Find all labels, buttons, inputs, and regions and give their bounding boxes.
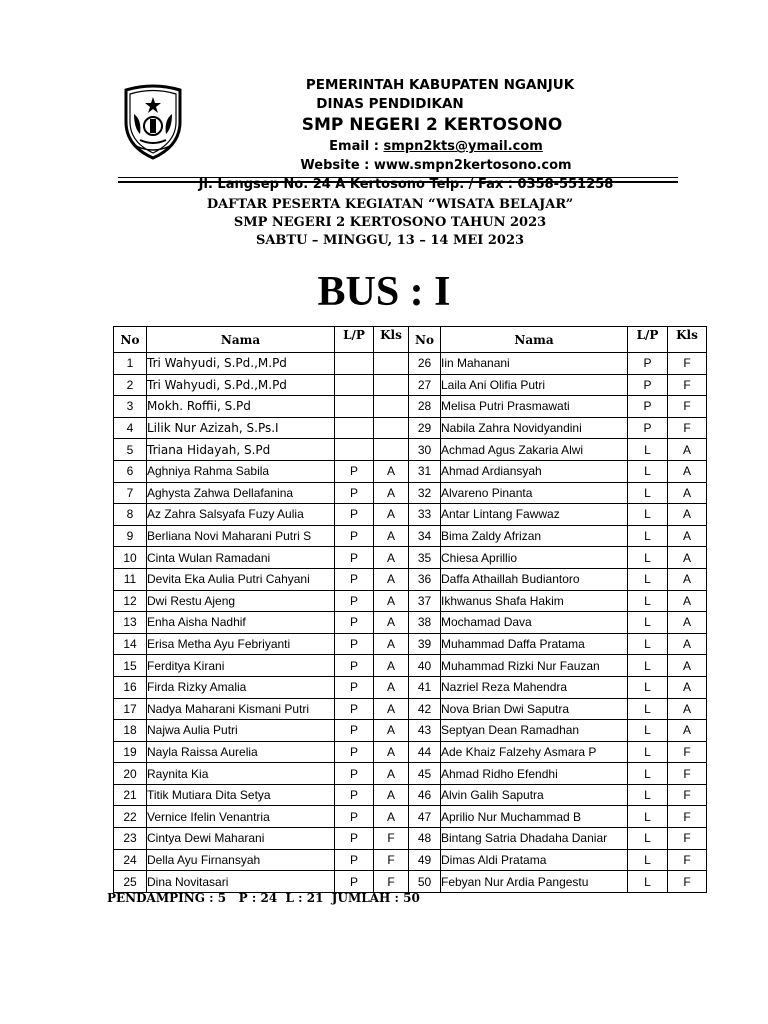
name-cell: Lilik Nur Azizah, S.Ps.I <box>147 417 335 439</box>
table-header-row <box>114 327 707 353</box>
gender-cell: L <box>628 806 668 828</box>
class-cell: F <box>374 871 409 893</box>
table-row <box>114 374 707 396</box>
no-cell: 27 <box>409 374 441 396</box>
class-cell: A <box>668 525 707 547</box>
letterhead-divider-thick <box>118 181 678 183</box>
name-cell: Tri Wahyudi, S.Pd.,M.Pd <box>147 353 335 375</box>
class-cell: F <box>668 417 707 439</box>
name-cell: Az Zahra Salsyafa Fuzy Aulia <box>147 504 335 526</box>
table-row <box>114 633 707 655</box>
name-cell: Ikhwanus Shafa Hakim <box>441 590 628 612</box>
class-cell: A <box>374 547 409 569</box>
name-cell: Berliana Novi Maharani Putri S <box>147 525 335 547</box>
name-cell: Chiesa Aprillio <box>441 547 628 569</box>
gender-cell: L <box>628 439 668 461</box>
header-kls-right: Kls <box>668 327 707 353</box>
class-cell: A <box>668 439 707 461</box>
summary-line: PENDAMPING : 5 P : 24 L : 21 JUMLAH : 50 <box>107 891 420 905</box>
gender-cell: L <box>628 763 668 785</box>
class-cell: F <box>668 374 707 396</box>
name-cell: Aghniya Rahma Sabila <box>147 460 335 482</box>
name-cell: Titik Mutiara Dita Setya <box>147 784 335 806</box>
class-cell: A <box>374 655 409 677</box>
class-cell: A <box>374 676 409 698</box>
class-cell: F <box>668 763 707 785</box>
class-cell: A <box>668 655 707 677</box>
no-cell: 49 <box>409 849 441 871</box>
name-cell: Nova Brian Dwi Saputra <box>441 698 628 720</box>
class-cell: F <box>668 849 707 871</box>
class-cell: A <box>374 741 409 763</box>
no-cell: 34 <box>409 525 441 547</box>
no-cell: 28 <box>409 396 441 418</box>
gender-cell: L <box>628 568 668 590</box>
gender-cell: P <box>335 720 374 742</box>
no-cell: 41 <box>409 676 441 698</box>
no-cell: 47 <box>409 806 441 828</box>
gender-cell: L <box>628 871 668 893</box>
gender-cell: P <box>335 590 374 612</box>
table-row <box>114 460 707 482</box>
no-cell: 8 <box>114 504 147 526</box>
class-cell: A <box>374 806 409 828</box>
name-cell: Triana Hidayah, S.Pd <box>147 439 335 461</box>
class-cell <box>374 439 409 461</box>
gender-cell: L <box>628 849 668 871</box>
name-cell: Dina Novitasari <box>147 871 335 893</box>
gender-cell: L <box>628 612 668 634</box>
gender-cell: L <box>628 504 668 526</box>
class-cell: A <box>668 676 707 698</box>
gender-cell: P <box>335 763 374 785</box>
no-cell: 20 <box>114 763 147 785</box>
header-no-left: No <box>114 327 147 353</box>
class-cell: A <box>668 547 707 569</box>
name-cell: Nadya Maharani Kismani Putri <box>147 698 335 720</box>
name-cell: Enha Aisha Nadhif <box>147 612 335 634</box>
name-cell: Firda Rizky Amalia <box>147 676 335 698</box>
header-nama-left: Nama <box>147 327 335 353</box>
class-cell: A <box>374 612 409 634</box>
name-cell: Della Ayu Firnansyah <box>147 849 335 871</box>
no-cell: 11 <box>114 568 147 590</box>
no-cell: 9 <box>114 525 147 547</box>
gender-cell: L <box>628 828 668 850</box>
no-cell: 21 <box>114 784 147 806</box>
class-cell: A <box>374 633 409 655</box>
gender-cell: L <box>628 720 668 742</box>
class-cell: F <box>374 828 409 850</box>
government-name: PEMERINTAH KABUPATEN NGANJUK <box>305 77 575 93</box>
no-cell: 16 <box>114 676 147 698</box>
email-label: Email : <box>329 139 384 154</box>
name-cell: Septyan Dean Ramadhan <box>441 720 628 742</box>
name-cell: Cinta Wulan Ramadani <box>147 547 335 569</box>
gender-cell: L <box>628 784 668 806</box>
no-cell: 35 <box>409 547 441 569</box>
class-cell: A <box>668 612 707 634</box>
gender-cell: P <box>335 547 374 569</box>
school-name: SMP NEGERI 2 KERTOSONO <box>301 115 563 135</box>
department-name: DINAS PENDIDIKAN <box>316 96 464 112</box>
no-cell: 26 <box>409 353 441 375</box>
name-cell: Ferditya Kirani <box>147 655 335 677</box>
no-cell: 24 <box>114 849 147 871</box>
no-cell: 10 <box>114 547 147 569</box>
no-cell: 46 <box>409 784 441 806</box>
gender-cell: P <box>335 828 374 850</box>
class-cell: A <box>374 525 409 547</box>
no-cell: 40 <box>409 655 441 677</box>
gender-cell: P <box>335 525 374 547</box>
title-line-2: SMP NEGERI 2 KERTOSONO TAHUN 2023 <box>233 215 547 230</box>
name-cell: Tri Wahyudi, S.Pd.,M.Pd <box>147 374 335 396</box>
class-cell: A <box>668 482 707 504</box>
name-cell: Dwi Restu Ajeng <box>147 590 335 612</box>
gender-cell <box>335 353 374 375</box>
name-cell: Erisa Metha Ayu Febriyanti <box>147 633 335 655</box>
gender-cell: L <box>628 525 668 547</box>
class-cell: A <box>374 784 409 806</box>
header-lp-right: L/P <box>628 327 668 353</box>
gender-cell: P <box>628 353 668 375</box>
name-cell: Achmad Agus Zakaria Alwi <box>441 439 628 461</box>
table-row <box>114 590 707 612</box>
class-cell: A <box>668 460 707 482</box>
class-cell: F <box>668 396 707 418</box>
name-cell: Devita Eka Aulia Putri Cahyani <box>147 568 335 590</box>
no-cell: 44 <box>409 741 441 763</box>
no-cell: 36 <box>409 568 441 590</box>
participant-table <box>113 326 707 893</box>
gender-cell: L <box>628 698 668 720</box>
no-cell: 5 <box>114 439 147 461</box>
no-cell: 15 <box>114 655 147 677</box>
name-cell: Alvareno Pinanta <box>441 482 628 504</box>
name-cell: Mokh. Roffii, S.Pd <box>147 396 335 418</box>
gender-cell: P <box>628 374 668 396</box>
name-cell: Alvin Galih Saputra <box>441 784 628 806</box>
table-row <box>114 612 707 634</box>
gender-cell: P <box>335 633 374 655</box>
no-cell: 7 <box>114 482 147 504</box>
name-cell: Melisa Putri Prasmawati <box>441 396 628 418</box>
name-cell: Dimas Aldi Pratama <box>441 849 628 871</box>
table-row <box>114 353 707 375</box>
no-cell: 39 <box>409 633 441 655</box>
title-line-3: SABTU – MINGGU, 13 – 14 MEI 2023 <box>255 233 525 248</box>
no-cell: 29 <box>409 417 441 439</box>
table-row <box>114 698 707 720</box>
table-row <box>114 482 707 504</box>
no-cell: 17 <box>114 698 147 720</box>
table-row <box>114 741 707 763</box>
gender-cell <box>335 374 374 396</box>
letterhead-divider-thin <box>118 177 678 178</box>
gender-cell: P <box>335 741 374 763</box>
gender-cell: L <box>628 655 668 677</box>
gender-cell: P <box>335 784 374 806</box>
class-cell: F <box>668 871 707 893</box>
class-cell: A <box>374 698 409 720</box>
gender-cell <box>335 417 374 439</box>
no-cell: 42 <box>409 698 441 720</box>
name-cell: Nazriel Reza Mahendra <box>441 676 628 698</box>
header-nama-right: Nama <box>441 327 628 353</box>
name-cell: Vernice Ifelin Venantria <box>147 806 335 828</box>
table-row <box>114 720 707 742</box>
name-cell: Nabila Zahra Novidyandini <box>441 417 628 439</box>
name-cell: Ade Khaiz Falzehy Asmara P <box>441 741 628 763</box>
no-cell: 50 <box>409 871 441 893</box>
no-cell: 43 <box>409 720 441 742</box>
gender-cell: P <box>335 612 374 634</box>
table-row <box>114 439 707 461</box>
no-cell: 33 <box>409 504 441 526</box>
name-cell: Ahmad Ridho Efendhi <box>441 763 628 785</box>
table-row <box>114 849 707 871</box>
document-title <box>120 196 660 250</box>
no-cell: 31 <box>409 460 441 482</box>
class-cell: F <box>668 806 707 828</box>
no-cell: 48 <box>409 828 441 850</box>
bus-heading: BUS : I <box>317 269 451 315</box>
name-cell: Nayla Raissa Aurelia <box>147 741 335 763</box>
name-cell: Ahmad Ardiansyah <box>441 460 628 482</box>
no-cell: 37 <box>409 590 441 612</box>
name-cell: Iin Mahanani <box>441 353 628 375</box>
name-cell: Najwa Aulia Putri <box>147 720 335 742</box>
gender-cell <box>335 396 374 418</box>
no-cell: 30 <box>409 439 441 461</box>
no-cell: 32 <box>409 482 441 504</box>
table-row <box>114 525 707 547</box>
gender-cell: P <box>335 806 374 828</box>
table-row <box>114 828 707 850</box>
class-cell: A <box>668 568 707 590</box>
name-cell: Daffa Athaillah Budiantoro <box>441 568 628 590</box>
gender-cell: P <box>335 871 374 893</box>
class-cell: F <box>668 784 707 806</box>
gender-cell: L <box>628 460 668 482</box>
gender-cell: P <box>335 676 374 698</box>
name-cell: Muhammad Daffa Pratama <box>441 633 628 655</box>
title-line-1: DAFTAR PESERTA KEGIATAN “WISATA BELAJAR” <box>206 197 574 212</box>
gender-cell: L <box>628 482 668 504</box>
no-cell: 12 <box>114 590 147 612</box>
class-cell: A <box>668 504 707 526</box>
gender-cell: P <box>628 417 668 439</box>
no-cell: 4 <box>114 417 147 439</box>
gender-cell: L <box>628 633 668 655</box>
name-cell: Bima Zaldy Afrizan <box>441 525 628 547</box>
table-row <box>114 763 707 785</box>
class-cell: A <box>668 590 707 612</box>
class-cell: A <box>374 590 409 612</box>
email-link[interactable]: smpn2kts@ymail.com <box>383 139 543 154</box>
name-cell: Mochamad Dava <box>441 612 628 634</box>
gender-cell: P <box>335 504 374 526</box>
table-row <box>114 784 707 806</box>
class-cell <box>374 417 409 439</box>
class-cell <box>374 396 409 418</box>
class-cell: A <box>668 633 707 655</box>
name-cell: Bintang Satria Dhadaha Daniar <box>441 828 628 850</box>
table-row <box>114 417 707 439</box>
no-cell: 25 <box>114 871 147 893</box>
gender-cell: P <box>335 482 374 504</box>
header-lp-left: L/P <box>335 327 374 353</box>
gender-cell: P <box>335 849 374 871</box>
gender-cell: L <box>628 676 668 698</box>
no-cell: 22 <box>114 806 147 828</box>
class-cell: A <box>668 698 707 720</box>
class-cell: F <box>374 849 409 871</box>
no-cell: 18 <box>114 720 147 742</box>
class-cell: F <box>668 828 707 850</box>
gender-cell: P <box>335 568 374 590</box>
gender-cell: P <box>335 655 374 677</box>
header-kls-left: Kls <box>374 327 409 353</box>
no-cell: 19 <box>114 741 147 763</box>
gender-cell <box>335 439 374 461</box>
class-cell: A <box>374 460 409 482</box>
class-cell: A <box>374 504 409 526</box>
name-cell: Muhammad Rizki Nur Fauzan <box>441 655 628 677</box>
email-line <box>182 137 690 156</box>
table-row <box>114 396 707 418</box>
website-line: Website : www.smpn2kertosono.com <box>300 158 572 173</box>
name-cell: Cintya Dewi Maharani <box>147 828 335 850</box>
no-cell: 6 <box>114 460 147 482</box>
address-line: Jl. Langsep No. 24 A Kertosono Telp. / Fax : 0358-551258 <box>198 177 614 192</box>
no-cell: 2 <box>114 374 147 396</box>
class-cell: A <box>374 482 409 504</box>
name-cell: Antar Lintang Fawwaz <box>441 504 628 526</box>
class-cell: F <box>668 353 707 375</box>
name-cell: Aghysta Zahwa Dellafanina <box>147 482 335 504</box>
no-cell: 3 <box>114 396 147 418</box>
no-cell: 14 <box>114 633 147 655</box>
class-cell <box>374 353 409 375</box>
name-cell: Febyan Nur Ardia Pangestu <box>441 871 628 893</box>
class-cell: A <box>668 720 707 742</box>
no-cell: 13 <box>114 612 147 634</box>
class-cell: A <box>374 763 409 785</box>
header-no-right: No <box>409 327 441 353</box>
class-cell: F <box>668 741 707 763</box>
table-row <box>114 568 707 590</box>
gender-cell: P <box>628 396 668 418</box>
table-row <box>114 504 707 526</box>
gender-cell: L <box>628 741 668 763</box>
name-cell: Aprilio Nur Muchammad B <box>441 806 628 828</box>
gender-cell: P <box>335 698 374 720</box>
table-body <box>114 353 707 893</box>
gender-cell: L <box>628 547 668 569</box>
no-cell: 23 <box>114 828 147 850</box>
name-cell: Raynita Kia <box>147 763 335 785</box>
class-cell: A <box>374 568 409 590</box>
no-cell: 45 <box>409 763 441 785</box>
gender-cell: L <box>628 590 668 612</box>
class-cell: A <box>374 720 409 742</box>
table-row <box>114 806 707 828</box>
table-row <box>114 655 707 677</box>
table-row <box>114 676 707 698</box>
gender-cell: P <box>335 460 374 482</box>
no-cell: 1 <box>114 353 147 375</box>
table-row <box>114 871 707 893</box>
no-cell: 38 <box>409 612 441 634</box>
table-row <box>114 547 707 569</box>
name-cell: Laila Ani Olifia Putri <box>441 374 628 396</box>
class-cell <box>374 374 409 396</box>
